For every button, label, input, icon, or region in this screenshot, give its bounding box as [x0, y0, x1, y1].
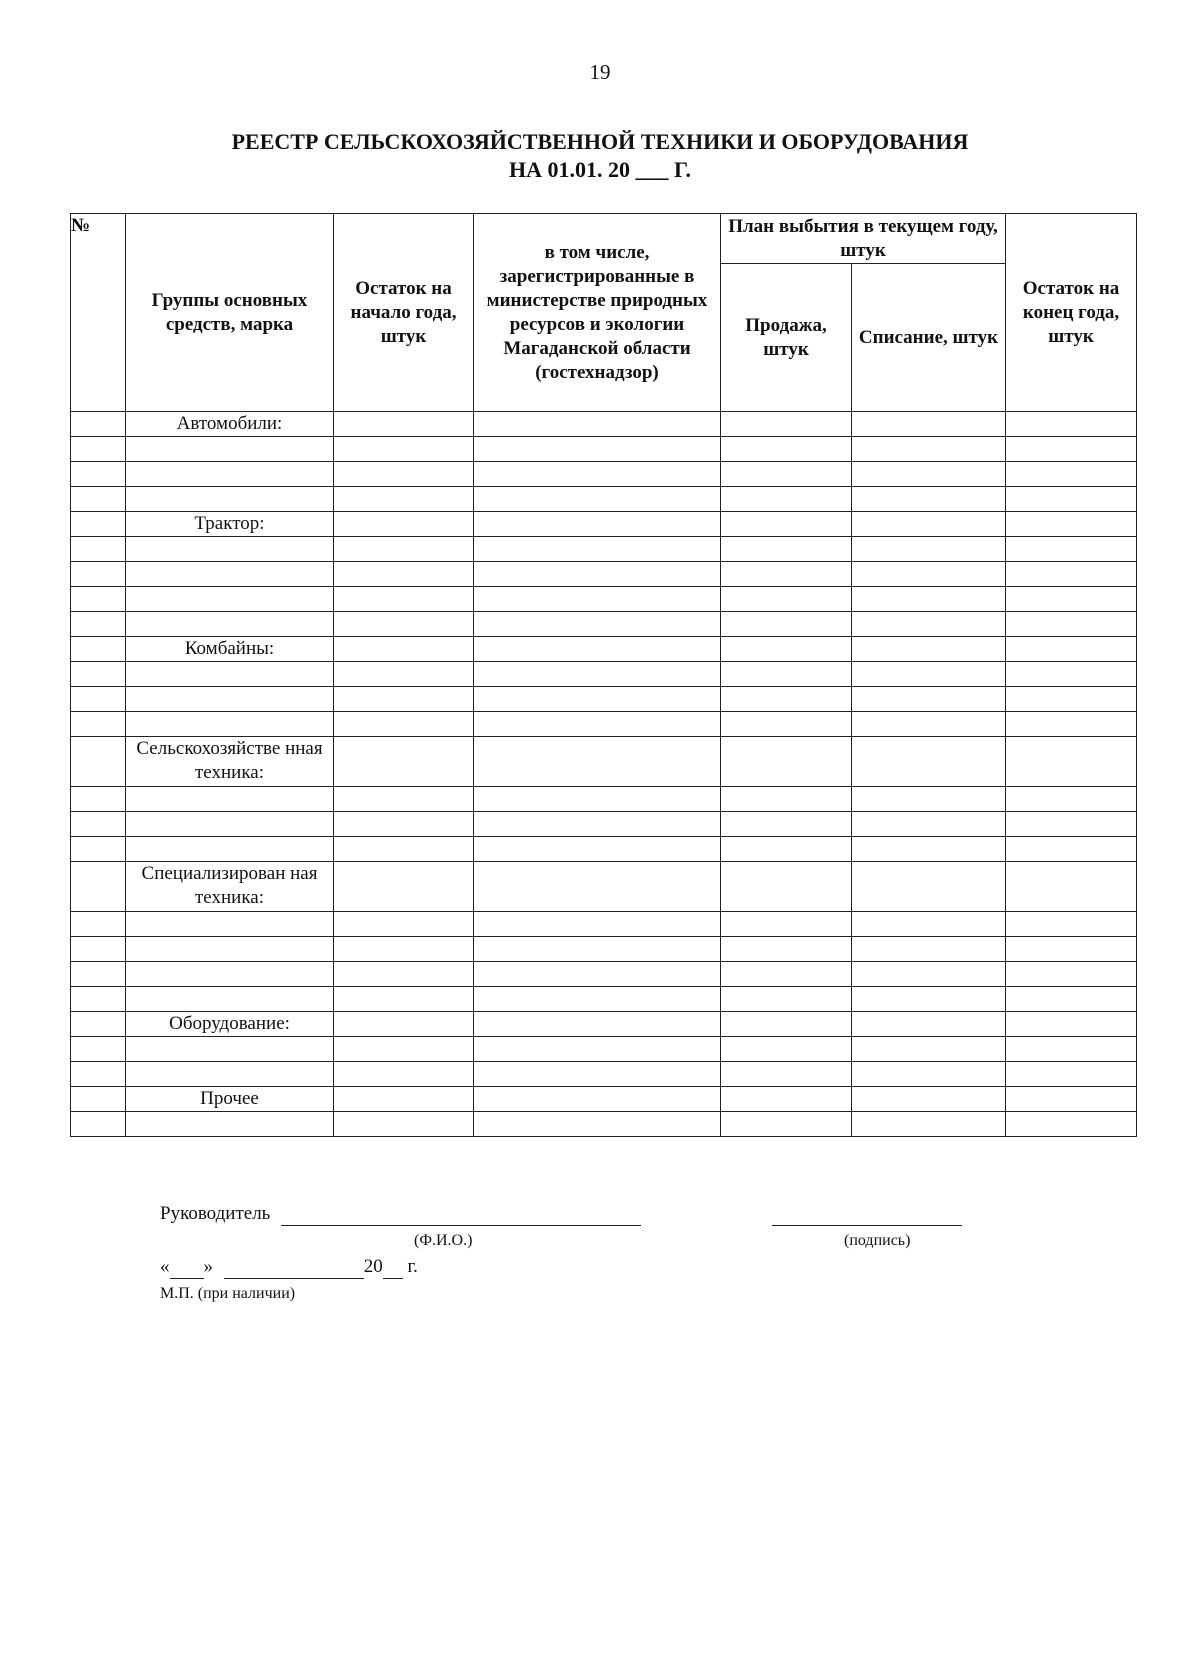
year-field	[383, 1256, 403, 1279]
table-cell	[71, 662, 126, 687]
table-cell	[721, 787, 852, 812]
table-cell	[474, 862, 721, 912]
table-cell	[474, 462, 721, 487]
table-cell	[721, 737, 852, 787]
date-close-quote: »	[203, 1256, 213, 1277]
table-cell	[474, 487, 721, 512]
table-cell	[334, 837, 474, 862]
table-cell	[71, 437, 126, 462]
group-cell	[126, 1112, 334, 1137]
table-cell	[721, 487, 852, 512]
table-cell	[721, 587, 852, 612]
document-title	[0, 128, 1200, 184]
table-cell	[474, 637, 721, 662]
table-row	[71, 587, 1137, 612]
table-cell	[71, 987, 126, 1012]
table-cell	[71, 812, 126, 837]
table-row	[71, 462, 1137, 487]
table-cell	[721, 712, 852, 737]
table-row	[71, 562, 1137, 587]
table-cell	[852, 1037, 1006, 1062]
table-cell	[474, 437, 721, 462]
group-cell	[126, 962, 334, 987]
table-cell	[1006, 1037, 1137, 1062]
table-row	[71, 737, 1137, 787]
month-field	[224, 1256, 364, 1279]
table-cell	[721, 437, 852, 462]
year-suffix: г.	[407, 1256, 418, 1277]
group-cell	[126, 812, 334, 837]
table-cell	[1006, 612, 1137, 637]
table-cell	[334, 712, 474, 737]
table-row	[71, 962, 1137, 987]
table-row	[71, 512, 1137, 537]
table-cell	[852, 587, 1006, 612]
table-cell	[71, 512, 126, 537]
table-cell	[334, 1112, 474, 1137]
group-cell: Сельскохозяйстве нная техника:	[126, 737, 334, 787]
table-cell	[474, 512, 721, 537]
header-registered: в том числе, зарегистрированные в министерстве природных ресурсов и экологии Магаданской области (гостехнадзор)	[474, 214, 721, 412]
table-cell	[334, 412, 474, 437]
table-cell	[1006, 462, 1137, 487]
table-cell	[474, 962, 721, 987]
table-row	[71, 937, 1137, 962]
table-cell	[1006, 1112, 1137, 1137]
table-cell	[721, 987, 852, 1012]
table-cell	[334, 1037, 474, 1062]
table-cell	[71, 737, 126, 787]
table-cell	[721, 687, 852, 712]
table-cell	[1006, 962, 1137, 987]
table-cell	[474, 537, 721, 562]
title-line-2: НА 01.01. 20 ___ Г.	[508, 157, 691, 182]
table-cell	[721, 1087, 852, 1112]
table-cell	[852, 987, 1006, 1012]
table-cell	[334, 987, 474, 1012]
header-groups: Группы основных средств, марка	[126, 214, 334, 412]
group-cell: Оборудование:	[126, 1012, 334, 1037]
table-cell	[852, 937, 1006, 962]
group-cell	[126, 1037, 334, 1062]
table-cell	[852, 462, 1006, 487]
table-row	[71, 637, 1137, 662]
table-cell	[852, 612, 1006, 637]
page-number: 19	[589, 60, 611, 84]
group-cell	[126, 537, 334, 562]
table-row	[71, 862, 1137, 912]
group-cell	[126, 837, 334, 862]
table-cell	[474, 587, 721, 612]
table-cell	[334, 862, 474, 912]
fio-caption: (Ф.И.О.)	[414, 1232, 473, 1249]
signature-caption: (подпись)	[844, 1232, 911, 1249]
table-row	[71, 1112, 1137, 1137]
table-cell	[721, 1062, 852, 1087]
table-cell	[852, 812, 1006, 837]
registry-table	[70, 213, 1137, 1137]
header-retirement-plan: План выбытия в текущем году, штук	[721, 214, 1006, 264]
table-cell	[334, 562, 474, 587]
table-cell	[334, 812, 474, 837]
table-cell	[852, 737, 1006, 787]
group-cell	[126, 487, 334, 512]
date-open-quote: «	[160, 1256, 170, 1277]
table-row	[71, 662, 1137, 687]
table-cell	[721, 512, 852, 537]
table-cell	[334, 937, 474, 962]
table-cell	[334, 587, 474, 612]
fio-field	[281, 1203, 641, 1226]
table-cell	[71, 1062, 126, 1087]
head-label: Руководитель	[160, 1203, 271, 1224]
table-cell	[71, 1087, 126, 1112]
table-row	[71, 487, 1137, 512]
table-cell	[474, 1012, 721, 1037]
table-cell	[474, 837, 721, 862]
table-cell	[852, 637, 1006, 662]
group-cell	[126, 937, 334, 962]
table-cell	[474, 1112, 721, 1137]
table-cell	[852, 1112, 1006, 1137]
table-cell	[334, 962, 474, 987]
table-cell	[1006, 1012, 1137, 1037]
table-cell	[474, 712, 721, 737]
table-cell	[1006, 412, 1137, 437]
table-cell	[334, 787, 474, 812]
table-cell	[721, 962, 852, 987]
table-cell	[1006, 937, 1137, 962]
table-cell	[721, 562, 852, 587]
table-cell	[334, 687, 474, 712]
table-cell	[1006, 687, 1137, 712]
table-cell	[1006, 437, 1137, 462]
table-cell	[474, 1087, 721, 1112]
table-cell	[852, 487, 1006, 512]
table-cell	[721, 812, 852, 837]
table-cell	[71, 412, 126, 437]
head-signature-line	[160, 1203, 962, 1226]
table-row	[71, 912, 1137, 937]
table-cell	[71, 562, 126, 587]
table-cell	[474, 412, 721, 437]
header-start-balance: Остаток на начало года, штук	[334, 214, 474, 412]
table-cell	[1006, 987, 1137, 1012]
table-cell	[852, 837, 1006, 862]
table-cell	[71, 787, 126, 812]
table-cell	[474, 687, 721, 712]
group-cell: Прочее	[126, 1087, 334, 1112]
table-cell	[334, 612, 474, 637]
table-cell	[71, 837, 126, 862]
group-cell	[126, 687, 334, 712]
table-cell	[1006, 487, 1137, 512]
table-cell	[334, 437, 474, 462]
table-cell	[334, 537, 474, 562]
table-cell	[721, 412, 852, 437]
table-cell	[71, 912, 126, 937]
table-cell	[852, 1062, 1006, 1087]
header-sale: Продажа, штук	[721, 264, 852, 412]
table-cell	[1006, 837, 1137, 862]
table-cell	[1006, 1087, 1137, 1112]
table-cell	[334, 662, 474, 687]
table-cell	[71, 1112, 126, 1137]
table-cell	[721, 637, 852, 662]
table-cell	[721, 837, 852, 862]
table-cell	[474, 562, 721, 587]
table-row	[71, 437, 1137, 462]
group-cell	[126, 587, 334, 612]
table-cell	[71, 962, 126, 987]
table-cell	[1006, 812, 1137, 837]
group-cell: Комбайны:	[126, 637, 334, 662]
table-cell	[71, 462, 126, 487]
table-cell	[1006, 787, 1137, 812]
table-cell	[71, 612, 126, 637]
table-cell	[1006, 662, 1137, 687]
table-cell	[852, 712, 1006, 737]
header-end-balance: Остаток на конец года, штук	[1006, 214, 1137, 412]
table-cell	[474, 787, 721, 812]
group-cell: Автомобили:	[126, 412, 334, 437]
table-cell	[852, 412, 1006, 437]
table-row	[71, 537, 1137, 562]
table-cell	[71, 537, 126, 562]
group-cell: Специализирован ная техника:	[126, 862, 334, 912]
table-cell	[71, 637, 126, 662]
table-cell	[1006, 1062, 1137, 1087]
table-cell	[852, 512, 1006, 537]
table-cell	[71, 1012, 126, 1037]
table-cell	[334, 1062, 474, 1087]
table-cell	[334, 487, 474, 512]
table-row	[71, 412, 1137, 437]
table-cell	[334, 1012, 474, 1037]
group-cell	[126, 437, 334, 462]
group-cell	[126, 612, 334, 637]
table-cell	[474, 987, 721, 1012]
table-cell	[474, 812, 721, 837]
table-cell	[721, 462, 852, 487]
group-cell	[126, 462, 334, 487]
table-cell	[852, 1087, 1006, 1112]
table-cell	[1006, 862, 1137, 912]
table-cell	[1006, 587, 1137, 612]
group-cell	[126, 562, 334, 587]
group-cell: Трактор:	[126, 512, 334, 537]
table-row	[71, 1062, 1137, 1087]
group-cell	[126, 1062, 334, 1087]
table-cell	[852, 437, 1006, 462]
table-cell	[71, 862, 126, 912]
table-cell	[721, 1112, 852, 1137]
table-cell	[852, 912, 1006, 937]
table-cell	[334, 912, 474, 937]
table-cell	[474, 612, 721, 637]
table-row	[71, 787, 1137, 812]
group-cell	[126, 712, 334, 737]
table-cell	[474, 737, 721, 787]
table-cell	[721, 1012, 852, 1037]
table-cell	[474, 1062, 721, 1087]
table-cell	[1006, 537, 1137, 562]
table-cell	[71, 687, 126, 712]
header-writeoff: Списание, штук	[852, 264, 1006, 412]
table-cell	[721, 937, 852, 962]
header-number: №	[71, 214, 126, 412]
table-cell	[71, 1037, 126, 1062]
table-cell	[334, 737, 474, 787]
table-cell	[1006, 512, 1137, 537]
table-cell	[71, 712, 126, 737]
table-cell	[852, 537, 1006, 562]
table-row	[71, 1087, 1137, 1112]
table-cell	[474, 912, 721, 937]
day-field	[170, 1256, 204, 1279]
table-cell	[852, 787, 1006, 812]
table-cell	[1006, 712, 1137, 737]
table-cell	[852, 562, 1006, 587]
table-row	[71, 987, 1137, 1012]
table-cell	[1006, 912, 1137, 937]
table-cell	[721, 662, 852, 687]
table-cell	[721, 862, 852, 912]
table-row	[71, 687, 1137, 712]
table-cell	[334, 637, 474, 662]
table-cell	[474, 937, 721, 962]
table-row	[71, 837, 1137, 862]
table-row	[71, 712, 1137, 737]
group-cell	[126, 912, 334, 937]
table-cell	[474, 662, 721, 687]
table-cell	[852, 1012, 1006, 1037]
table-cell	[1006, 562, 1137, 587]
table-cell	[71, 487, 126, 512]
stamp-note: М.П. (при наличии)	[160, 1285, 296, 1302]
table-cell	[721, 1037, 852, 1062]
signature-field	[772, 1203, 962, 1226]
table-cell	[852, 862, 1006, 912]
group-cell	[126, 987, 334, 1012]
title-line-1: РЕЕСТР СЕЛЬСКОХОЗЯЙСТВЕННОЙ ТЕХНИКИ И ОБОРУДОВАНИЯ	[231, 129, 969, 154]
table-cell	[721, 612, 852, 637]
table-cell	[852, 662, 1006, 687]
table-cell	[71, 587, 126, 612]
table-cell	[721, 912, 852, 937]
group-cell	[126, 662, 334, 687]
table-row	[71, 812, 1137, 837]
table-cell	[71, 937, 126, 962]
table-cell	[852, 962, 1006, 987]
table-row	[71, 1012, 1137, 1037]
group-cell	[126, 787, 334, 812]
table-row	[71, 612, 1137, 637]
table-cell	[334, 462, 474, 487]
table-cell	[474, 1037, 721, 1062]
table-cell	[1006, 637, 1137, 662]
table-cell	[852, 687, 1006, 712]
year-prefix: 20	[363, 1256, 383, 1277]
table-cell	[334, 512, 474, 537]
table-row	[71, 1037, 1137, 1062]
table-cell	[334, 1087, 474, 1112]
date-line	[160, 1256, 418, 1279]
table-cell	[1006, 737, 1137, 787]
table-cell	[721, 537, 852, 562]
